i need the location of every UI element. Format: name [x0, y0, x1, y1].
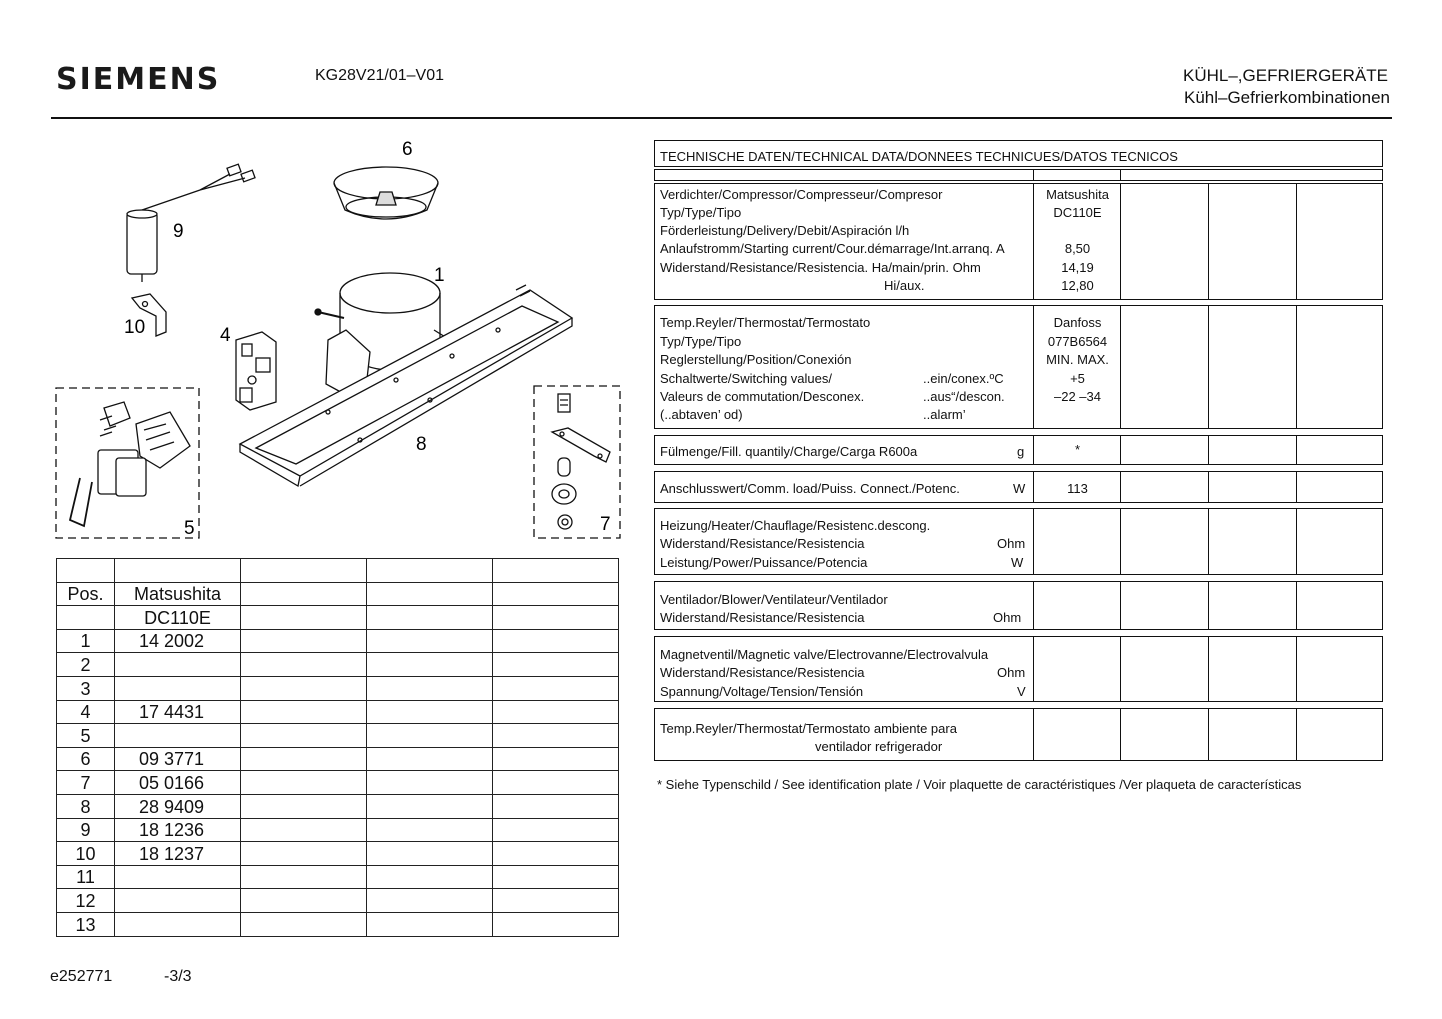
pos-cell: 6	[57, 747, 115, 771]
page-number: -3/3	[164, 968, 192, 985]
pos-cell: 2	[57, 653, 115, 677]
empty-cell	[241, 818, 367, 842]
part-number-cell	[115, 865, 241, 889]
connected-load-section	[654, 471, 1383, 503]
table-row	[57, 771, 619, 795]
part-number-cell	[115, 653, 241, 677]
pos-cell: 1	[57, 629, 115, 653]
label-1: 1	[434, 265, 445, 286]
label-5: 5	[184, 518, 195, 539]
fill-quantity-label: Fülmenge/Fill. quantily/Charge/Carga R600a	[660, 444, 918, 459]
valve-resistance-unit: Ohm	[997, 665, 1026, 680]
switch-on-label: ..ein/conex.ºC	[923, 371, 1004, 386]
compressor-value: Matsushita	[1046, 187, 1109, 202]
part-number-cell: 05 0166	[115, 771, 241, 795]
empty-cell	[493, 794, 619, 818]
thermostat-type-label: Typ/Type/Tipo	[660, 334, 742, 349]
heater-resistance-label: Widerstand/Resistance/Resistencia	[660, 536, 865, 551]
part-number-cell: 14 2002	[115, 629, 241, 653]
empty-cell	[367, 794, 493, 818]
thermostat-label: Temp.Reyler/Thermostat/Termostato	[660, 315, 871, 330]
table-row	[57, 747, 619, 771]
tech-data-title-box	[654, 140, 1383, 167]
starting-current-label: Anlaufstromm/Starting current/Cour.démarrage/Int.arranq. A	[660, 241, 1005, 256]
valve-voltage-unit: V	[1017, 684, 1026, 699]
tech-data-spacer-row	[654, 169, 1383, 181]
empty-cell	[367, 912, 493, 936]
resistance-aux-value: 12,80	[1061, 278, 1094, 293]
empty-cell	[367, 842, 493, 866]
compressor-label: Verdichter/Compressor/Compresseur/Compresor	[660, 187, 943, 202]
empty-cell	[367, 889, 493, 913]
compressor-header: Matsushita	[115, 582, 241, 606]
part-number-cell: 09 3771	[115, 747, 241, 771]
capacitor-drawing	[127, 164, 255, 282]
pos-cell: 7	[57, 771, 115, 795]
label-10: 10	[124, 317, 146, 338]
resistance-main-value: 14,19	[1061, 260, 1094, 275]
brand-logo: SIEMENS	[56, 62, 221, 97]
empty-cell	[241, 842, 367, 866]
valve-label: Magnetventil/Magnetic valve/Electrovanne/Electrovalvula	[660, 647, 989, 662]
empty-cell	[241, 747, 367, 771]
empty-cell	[493, 818, 619, 842]
part-number-cell	[115, 912, 241, 936]
control-kit-group	[56, 388, 199, 538]
table-row	[57, 889, 619, 913]
thermostat-type-value: 077B6564	[1047, 334, 1108, 349]
table-row	[57, 912, 619, 936]
pos-cell: 10	[57, 842, 115, 866]
fan-resistance-label: Widerstand/Resistance/Resistencia	[660, 610, 865, 625]
empty-cell	[493, 842, 619, 866]
table-row	[57, 842, 619, 866]
part-number-cell: 28 9409	[115, 794, 241, 818]
empty-cell	[493, 724, 619, 748]
empty-cell	[493, 771, 619, 795]
table-row	[57, 653, 619, 677]
pos-cell: 3	[57, 676, 115, 700]
empty-cell	[241, 629, 367, 653]
empty-cell	[241, 912, 367, 936]
fill-quantity-unit: g	[1017, 444, 1025, 459]
heater-resistance-unit: Ohm	[997, 536, 1026, 551]
connected-load-label: Anschlusswert/Comm. load/Puiss. Connect./Potenc.	[660, 481, 960, 496]
fill-quantity-value: *	[1074, 442, 1081, 457]
pos-cell: 12	[57, 889, 115, 913]
switch-on-value: +5	[1070, 371, 1085, 386]
empty-cell	[493, 700, 619, 724]
label-6: 6	[402, 139, 413, 160]
header-divider	[51, 117, 1392, 119]
empty-cell	[241, 653, 367, 677]
empty-cell	[367, 676, 493, 700]
table-row	[57, 794, 619, 818]
empty-cell	[241, 676, 367, 700]
tech-data-title: TECHNISCHE DATEN/TECHNICAL DATA/DONNEES TECHNICUES/DATOS TECNICOS	[660, 149, 1178, 164]
part-number-cell: 17 4431	[115, 700, 241, 724]
heater-section	[654, 508, 1383, 575]
switching-values-label: Schaltwerte/Switching values/	[660, 371, 832, 386]
part-number-cell	[115, 889, 241, 913]
switch-off-value: –22 –34	[1054, 389, 1101, 404]
relay-drawing	[236, 332, 276, 410]
table-header-row	[57, 606, 619, 630]
delivery-label: Förderleistung/Delivery/Debit/Aspiración l/h	[660, 223, 910, 238]
ambient-thermostat-sublabel: ventilador refrigerador	[815, 739, 943, 754]
empty-cell	[241, 794, 367, 818]
valve-resistance-label: Widerstand/Resistance/Resistencia	[660, 665, 865, 680]
table-row	[57, 629, 619, 653]
empty-cell	[241, 724, 367, 748]
pos-cell: 8	[57, 794, 115, 818]
valve-section	[654, 636, 1383, 702]
thermostat-value: Danfoss	[1053, 315, 1102, 330]
category-title: KÜHL–,GEFRIERGERÄTE	[1183, 66, 1388, 85]
pos-cell: 9	[57, 818, 115, 842]
empty-cell	[493, 865, 619, 889]
parts-table	[56, 558, 619, 937]
defrost-label: (..abtaven’ od)	[660, 407, 743, 422]
position-label: Reglerstellung/Position/Conexión	[660, 352, 852, 367]
fill-quantity-section	[654, 435, 1383, 465]
empty-cell	[367, 653, 493, 677]
table-row	[57, 724, 619, 748]
pos-header: Pos.	[57, 582, 115, 606]
alarm-label: ..alarm’	[923, 407, 966, 422]
base-frame-drawing	[240, 285, 572, 486]
type-value: DC110E	[1053, 205, 1102, 220]
empty-cell	[367, 818, 493, 842]
connected-load-unit: W	[1013, 481, 1026, 496]
footnote: * Siehe Typenschild / See identification plate / Voir plaquette de caractéristiques /Ver plaqueta de características	[657, 777, 1302, 792]
part-number-cell	[115, 724, 241, 748]
switching-off-label: Valeurs de commutation/Desconex.	[660, 389, 865, 404]
label-4: 4	[220, 325, 231, 346]
ambient-thermostat-section	[654, 708, 1383, 761]
document-id: e252771	[50, 968, 113, 985]
position-value: MIN. MAX.	[1046, 352, 1109, 367]
category-subtitle: Kühl–Gefrierkombinationen	[1183, 88, 1390, 107]
fan-section	[654, 581, 1383, 630]
part-number-cell	[115, 676, 241, 700]
table-row	[57, 865, 619, 889]
table-row	[57, 818, 619, 842]
empty-cell	[241, 889, 367, 913]
table-header-row	[57, 582, 619, 606]
heater-power-label: Leistung/Power/Puissance/Potencia	[660, 555, 868, 570]
switch-off-label: ..aus“/descon.	[923, 389, 1005, 404]
empty-cell	[367, 771, 493, 795]
type-label: Typ/Type/Tipo	[660, 205, 742, 220]
type-header: DC110E	[115, 606, 241, 630]
empty-cell	[367, 865, 493, 889]
table-row	[57, 700, 619, 724]
label-7: 7	[600, 514, 611, 535]
label-8: 8	[416, 434, 427, 455]
empty-cell	[367, 629, 493, 653]
table-row	[57, 676, 619, 700]
exploded-parts-diagram	[40, 130, 630, 550]
empty-cell	[367, 724, 493, 748]
empty-cell	[241, 771, 367, 795]
valve-voltage-label: Spannung/Voltage/Tension/Tensión	[660, 684, 864, 699]
empty-cell	[493, 912, 619, 936]
pos-cell: 5	[57, 724, 115, 748]
empty-cell	[493, 747, 619, 771]
empty-cell	[241, 700, 367, 724]
pos-cell: 11	[57, 865, 115, 889]
part-number-cell: 18 1236	[115, 818, 241, 842]
drip-tray-drawing	[334, 167, 438, 219]
resistance-aux-label: Hi/aux.	[884, 278, 925, 293]
empty-cell	[367, 747, 493, 771]
ambient-thermostat-label: Temp.Reyler/Thermostat/Termostato ambiente para	[660, 721, 957, 736]
starting-current-value: 8,50	[1064, 241, 1091, 256]
heater-power-unit: W	[1011, 555, 1024, 570]
pos-cell: 13	[57, 912, 115, 936]
resistance-main-label: Widerstand/Resistance/Resistencia. Ha/main/prin. Ohm	[660, 260, 981, 275]
table-header-row	[57, 559, 619, 583]
empty-cell	[493, 629, 619, 653]
label-9: 9	[173, 221, 184, 242]
heater-label: Heizung/Heater/Chauflage/Resistenc.descong.	[660, 518, 931, 533]
fan-label: Ventilador/Blower/Ventilateur/Ventilador	[660, 592, 888, 607]
empty-cell	[493, 889, 619, 913]
connected-load-value: 113	[1067, 481, 1088, 496]
model-number: KG28V21/01–V01	[315, 67, 444, 84]
part-number-cell: 18 1237	[115, 842, 241, 866]
empty-cell	[493, 676, 619, 700]
empty-cell	[493, 653, 619, 677]
empty-cell	[241, 865, 367, 889]
fan-resistance-unit: Ohm	[993, 610, 1022, 625]
pos-cell: 4	[57, 700, 115, 724]
compressor-section	[654, 183, 1383, 300]
empty-cell	[367, 700, 493, 724]
thermostat-section	[654, 305, 1383, 429]
